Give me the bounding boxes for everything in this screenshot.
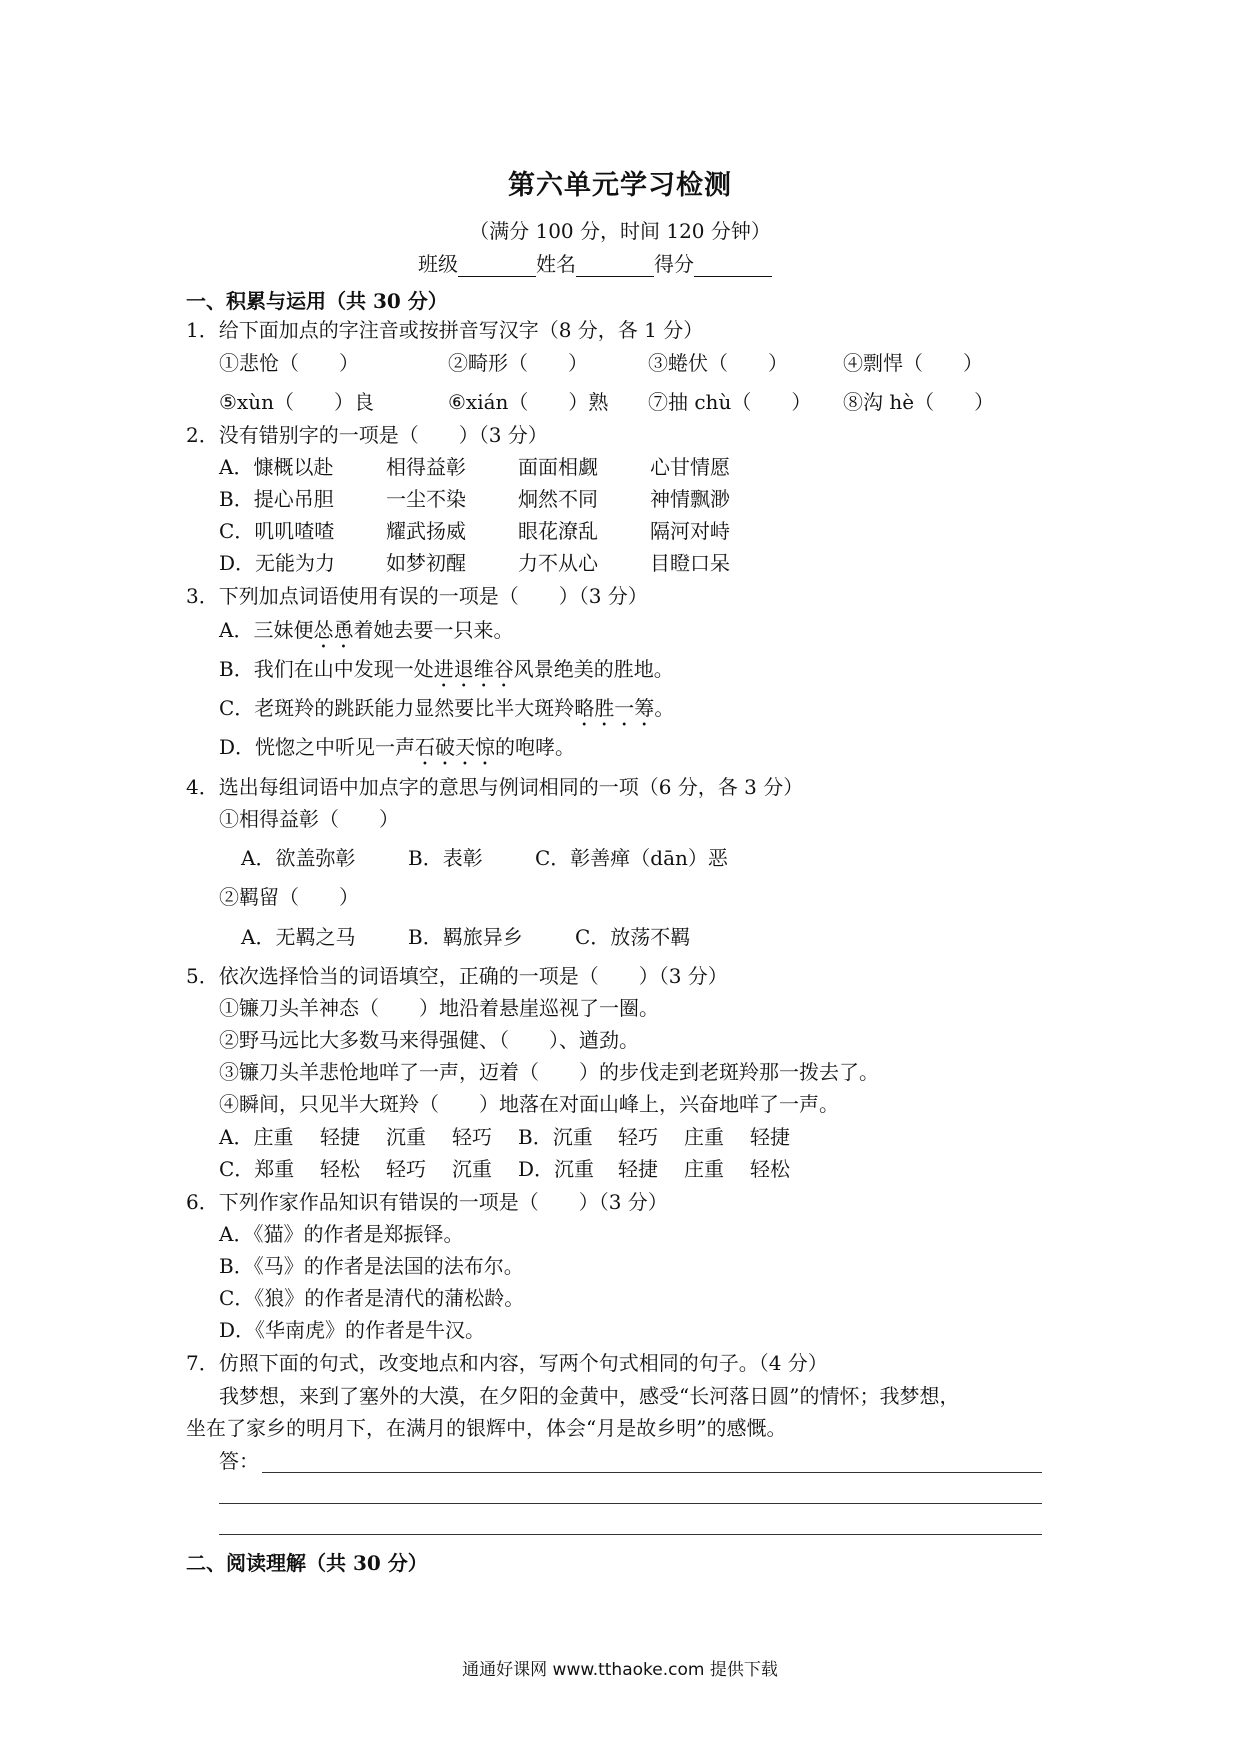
q5-word: 轻松 [320, 1157, 360, 1181]
q3-option-c: C．老斑羚的跳跃能力显然要比半大斑羚略胜一筹。 [219, 696, 675, 720]
answer-label: 答： [219, 1449, 259, 1473]
question-stem: 4．选出每组词语中加点字的意思与例词相同的一项（6 分，各 3 分） [186, 775, 804, 799]
q5-option: B．沉重 [518, 1125, 593, 1149]
q4-option: B．羁旅异乡 [408, 925, 523, 949]
name-label: 姓名 [536, 252, 576, 276]
q5-line: ①镰刀头羊神态（ ）地沿着悬崖巡视了一圈。 [219, 996, 659, 1020]
q5-line: ③镰刀头羊悲怆地咩了一声，迈着（ ）的步伐走到老斑羚那一拨去了。 [219, 1060, 879, 1084]
name-blank[interactable] [576, 256, 654, 277]
q1-item: ⑤xùn（ ）良 [219, 390, 374, 414]
section-heading: 一、积累与运用（共 30 分） [186, 289, 448, 313]
q5-line: ②野马远比大多数马来得强健、（ ）、遒劲。 [219, 1028, 639, 1052]
q5-word: 沉重 [452, 1157, 492, 1181]
q5-line: ④瞬间，只见半大斑羚（ ）地落在对面山峰上，兴奋地咩了一声。 [219, 1092, 839, 1116]
q2-word: 神情飘渺 [650, 487, 730, 511]
question-stem: 6．下列作家作品知识有错误的一项是（ ）（3 分） [186, 1190, 668, 1214]
q2-word: 相得益彰 [386, 455, 466, 479]
q2-word: 心甘情愿 [650, 455, 730, 479]
class-blank[interactable] [458, 256, 536, 277]
q4-option: C．彰善瘅（dān）恶 [535, 846, 728, 870]
answer-line[interactable] [219, 1534, 1042, 1535]
question-stem: 2．没有错别字的一项是（ ）（3 分） [186, 423, 548, 447]
q6-option: B．《马》的作者是法国的法布尔。 [219, 1254, 524, 1278]
q1-item: ⑦抽 chù（ ） [648, 390, 812, 414]
class-label: 班级 [418, 252, 458, 276]
q1-item: ③蜷伏（ ） [648, 351, 788, 375]
score-label: 得分 [654, 252, 694, 276]
q2-word: 一尘不染 [386, 487, 466, 511]
q5-option: C．郑重 [219, 1157, 295, 1181]
question-stem: 3．下列加点词语使用有误的一项是（ ）（3 分） [186, 584, 648, 608]
dotted-word: 进退维谷 [433, 657, 514, 681]
q2-option: A．慷概以赴 [219, 455, 334, 479]
q5-word: 轻松 [750, 1157, 790, 1181]
q1-item: ⑧沟 hè（ ） [843, 390, 995, 414]
q3-option-b: B．我们在山中发现一处进退维谷风景绝美的胜地。 [219, 657, 674, 681]
q7-paragraph: 坐在了家乡的明月下，在满月的银辉中，体会“月是故乡明”的感慨。 [186, 1416, 787, 1440]
q2-word: 隔河对峙 [650, 519, 730, 543]
q2-option: B．提心吊胆 [219, 487, 334, 511]
q1-item: ⑥xián（ ）熟 [448, 390, 609, 414]
question-stem: 5．依次选择恰当的词语填空，正确的一项是（ ）（3 分） [186, 964, 728, 988]
info-line [418, 251, 772, 277]
q2-option: C．叽叽喳喳 [219, 519, 335, 543]
dotted-word: 怂恿 [313, 618, 354, 642]
q4-group: ①相得益彰（ ） [219, 807, 399, 831]
q3-option-d: D．恍惚之中听见一声石破天惊的咆哮。 [219, 735, 576, 759]
page-footer: 通通好课网 www.tthaoke.com 提供下载 [462, 1660, 778, 1680]
q2-option: D．无能为力 [219, 551, 336, 575]
q2-word: 面面相觑 [518, 455, 598, 479]
q6-option: C．《狼》的作者是清代的蒲松龄。 [219, 1286, 525, 1310]
answer-line[interactable] [219, 1503, 1042, 1504]
q5-option: D．沉重 [518, 1157, 595, 1181]
page-title: 第六单元学习检测 [508, 170, 732, 201]
q2-word: 如梦初醒 [386, 551, 466, 575]
q7-paragraph: 我梦想，来到了塞外的大漠，在夕阳的金黄中，感受“长河落日圆”的情怀；我梦想， [219, 1384, 960, 1408]
answer-line[interactable] [262, 1472, 1042, 1473]
score-blank[interactable] [694, 256, 772, 277]
q4-option: A．欲盖弥彰 [241, 846, 356, 870]
q2-word: 眼花潦乱 [518, 519, 598, 543]
dotted-word: 略胜一筹 [574, 696, 655, 720]
page-subtitle: （满分 100 分，时间 120 分钟） [469, 219, 771, 243]
q2-word: 目瞪口呆 [650, 551, 730, 575]
section-heading: 二、阅读理解（共 30 分） [186, 1551, 428, 1575]
q5-word: 庄重 [684, 1125, 724, 1149]
q5-word: 庄重 [684, 1157, 724, 1181]
q5-word: 轻捷 [750, 1125, 790, 1149]
q5-word: 轻捷 [618, 1157, 658, 1181]
q6-option: A．《猫》的作者是郑振铎。 [219, 1222, 464, 1246]
q2-word: 耀武扬威 [386, 519, 466, 543]
question-stem: 7．仿照下面的句式，改变地点和内容，写两个句式相同的句子。（4 分） [186, 1351, 828, 1375]
q5-word: 轻巧 [618, 1125, 658, 1149]
q5-word: 轻捷 [320, 1125, 360, 1149]
question-stem: 1．给下面加点的字注音或按拼音写汉字（8 分，各 1 分） [186, 318, 704, 342]
q4-option: A．无羁之马 [241, 925, 356, 949]
q5-word: 轻巧 [386, 1157, 426, 1181]
q5-word: 轻巧 [452, 1125, 492, 1149]
q5-option: A．庄重 [219, 1125, 294, 1149]
q6-option: D．《华南虎》的作者是牛汉。 [219, 1318, 486, 1342]
q1-item: ④剽悍（ ） [843, 351, 983, 375]
q2-word: 力不从心 [518, 551, 598, 575]
q5-word: 沉重 [386, 1125, 426, 1149]
q2-word: 炯然不同 [518, 487, 598, 511]
q4-option: C．放荡不羁 [575, 925, 691, 949]
q4-group: ②羁留（ ） [219, 885, 359, 909]
dotted-word: 石破天惊 [415, 735, 496, 759]
q1-item: ②畸形（ ） [448, 351, 588, 375]
q3-option-a: A．三妹便怂恿着她去要一只来。 [219, 618, 514, 642]
q1-item: ①悲怆（ ） [219, 351, 359, 375]
q4-option: B．表彰 [408, 846, 483, 870]
